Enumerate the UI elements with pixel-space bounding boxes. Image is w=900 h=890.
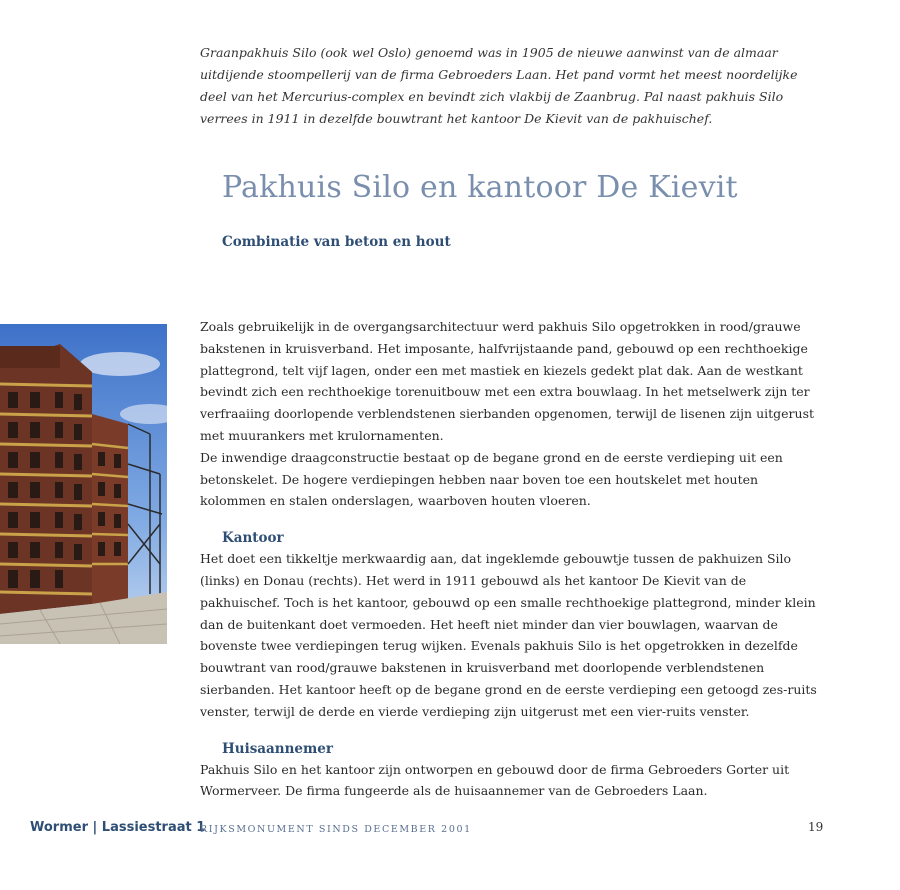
page-subtitle: Combinatie van beton en hout bbox=[222, 234, 451, 250]
page-title: Pakhuis Silo en kantoor De Kievit bbox=[222, 170, 738, 205]
intro-text: Graanpakhuis Silo (ook wel Oslo) genoemd was in 1905 de nieuwe aanwinst van de almaar uitdijende stoompellerij van de firma Gebroeders Laan. Het pand vormt het meest noordelijke deel van het Mercurius-complex en bevindt zich vlakbij de Zaanbrug. Pal naast pakhuis Silo verrees in 1911 in dezelfde bouwtrant het kantoor De Kievit van de pakhuischef. bbox=[200, 45, 798, 126]
body-paragraph-2: De inwendige draagconstructie bestaat op de begane grond en de eerste verdieping uit een betonskelet. De hogere verdiepingen hebben naar boven toe een houtskelet met houten kolommen en stalen onderslagen, waarboven houten vloeren. bbox=[200, 449, 783, 509]
section-text-kantoor: Het doet een tikkeltje merkwaardig aan, dat ingeklemde gebouwtje tussen de pakhuizen Silo (links) en Donau (rechts). Het werd in 1911 gebouwd als het kantoor De Kievit van de pakhuischef. Toch is het kantoor, gebouwd op een smalle rechthoekige plattegrond, minder klein dan de buitenkant doet vermoeden. Het heeft niet minder dan vier bouwlagen, waarvan de bovenste twee verdiepingen terug wijken. Evenals pakhuis Silo is het opgetrokken in dezelfde bouwtrant van rood/grauwe bakstenen in kruisverband met doorlopende verblendstenen sierbanden. Het kantoor heeft op de begane grond en de eerste verdieping een getoogd zes-ruits venster, terwijl de derde en vierde verdieping zijn uitgerust met een vier-ruits venster. bbox=[200, 551, 817, 719]
warehouse-photo bbox=[0, 324, 167, 644]
footer-monument-status: RIJKSMONUMENT SINDS DECEMBER 2001 bbox=[200, 824, 472, 835]
section-heading-huisaannemer: Huisaannemer bbox=[222, 740, 333, 757]
section-text-huisaannemer: Pakhuis Silo en het kantoor zijn ontworpen en gebouwd door de firma Gebroeders Gorter uit Wormerveer. De firma fungeerde als de huisaannemer van de Gebroeders Laan. bbox=[200, 761, 790, 799]
section-heading-kantoor: Kantoor bbox=[222, 530, 284, 547]
body-text bbox=[200, 316, 826, 802]
footer-location: Wormer | Lassiestraat 1 bbox=[30, 820, 206, 835]
body-paragraph-1: Zoals gebruikelijk in de overgangsarchitectuur werd pakhuis Silo opgetrokken in rood/grauwe bakstenen in kruisverband. Het imposante, halfvrijstaande pand, gebouwd op een rechthoekige plattegrond, telt vijf lagen, onder een met mastiek en kiezels gedekt plat dak. Aan de westkant bevindt zich een rechthoekige torenuitbouw met een extra bouwlaag. In het metselwerk zijn ter verfraaiing doorlopende verblendstenen sierbanden opgenomen, terwijl de lisenen zijn uitgerust met muurankers met krulornamenten. bbox=[200, 319, 815, 443]
page-number: 19 bbox=[808, 820, 824, 834]
